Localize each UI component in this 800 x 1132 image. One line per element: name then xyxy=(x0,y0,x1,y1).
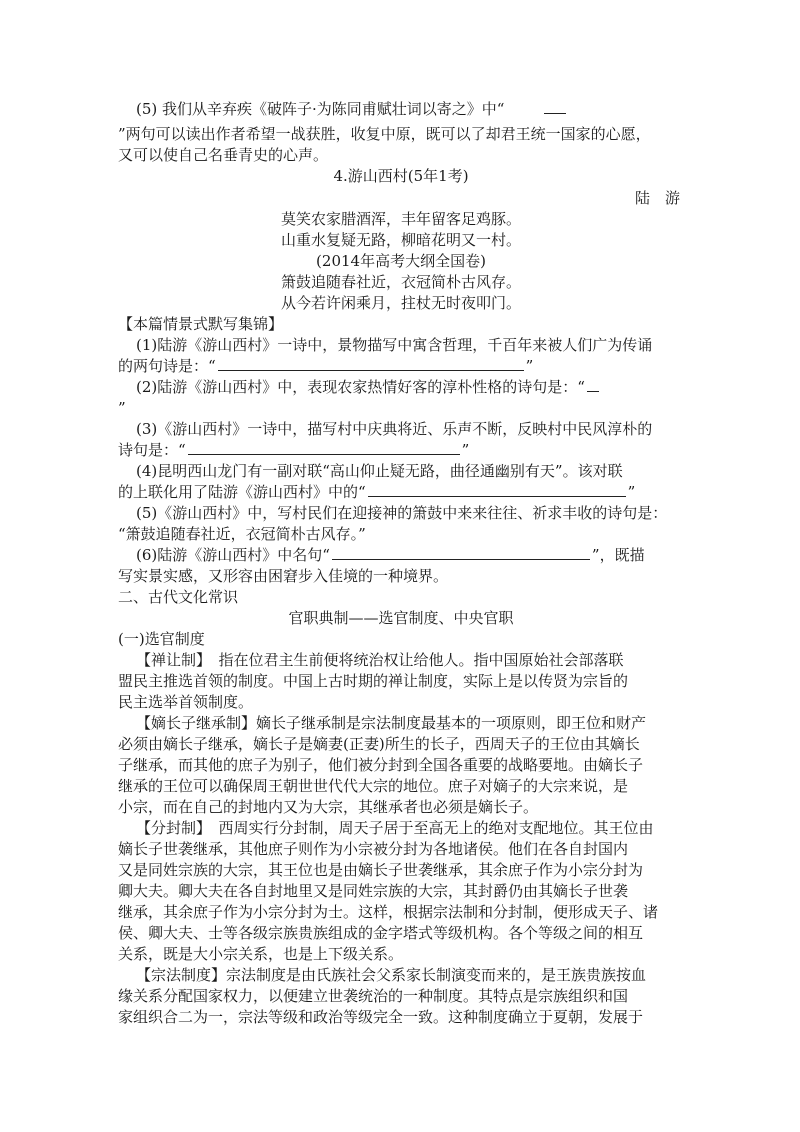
poem-source: (2014年高考大纲全国卷) xyxy=(316,252,486,270)
poem-line-2: 山重水复疑无路，柳暗花明又一村。 xyxy=(280,231,521,249)
exercise-6-line-1 xyxy=(136,545,702,567)
exercise-3-line-2 xyxy=(118,440,684,462)
zongfa-line-2: 缘关系分配国家权力，以便建立世袭统治的一种制度。其特点是宗族组织和国 xyxy=(118,987,629,1005)
shanrang-line-2: 盟民主推选首领的制度。中国上古时期的禅让制度，实际上是以传贤为宗旨的 xyxy=(118,672,629,690)
poem-line-1: 莫笑农家腊酒浑，丰年留客足鸡豚。 xyxy=(280,210,521,228)
exercise-2-line-1 xyxy=(136,377,702,399)
fenfeng-line-5: 继承，其余庶子作为小宗分封为士。这样，根据宗法制和分封制，便形成天子、诸 xyxy=(118,903,659,921)
exercise-4-prompt: 的上联化用了陆游《游山西村》中的“ xyxy=(118,483,366,501)
dizhangzi-line-3: 子继承，而其他的庶子为别子，他们被分封到全国各重要的战略要地。由嫡长子 xyxy=(118,756,644,774)
answer-blank[interactable] xyxy=(188,440,460,455)
dizhangzi-line-5: 小宗，而在自己的封地内又为大宗，其继承者也必须是嫡长子。 xyxy=(118,798,539,816)
culture-title: 官职典制——选官制度、中央官职 xyxy=(288,609,514,627)
q5-text-1: (5) 我们从辛弃疾《破阵子·为陈同甫赋壮词以寄之》中“ xyxy=(136,100,505,118)
fenfeng-line-7: 关系，既是大小宗关系，也是上下级关系。 xyxy=(118,945,404,963)
answer-blank[interactable] xyxy=(544,99,566,114)
shanrang-line-3: 民主选举首领制度。 xyxy=(118,693,254,711)
dizhangzi-line-1: 【嫡长子继承制】嫡长子继承制是宗法制度最基本的一项原则，即王位和财产 xyxy=(136,714,647,732)
q5-line-3: 又可以使自己名垂青史的心声。 xyxy=(118,146,329,164)
exercise-3-line-1: (3)《游山西村》一诗中，描写村中庆典将近、乐声不断，反映村中民风淳朴的 xyxy=(136,420,653,438)
answer-blank[interactable] xyxy=(218,356,524,371)
answer-blank[interactable] xyxy=(332,545,590,560)
close-quote: ” xyxy=(627,483,636,501)
exercise-2-line-2: ” xyxy=(118,399,126,417)
fenfeng-line-4: 卿大夫。卿大夫在各自封地里又是同姓宗族的大宗，其封爵仍由其嫡长子世袭 xyxy=(118,882,629,900)
fenfeng-line-6: 侯、卿大夫、士等各级宗族贵族组成的金字塔式等级机构。各个等级之间的相互 xyxy=(118,924,644,942)
part-2-heading: 二、古代文化常识 xyxy=(118,588,239,606)
fenfeng-line-3: 又是同姓宗族的大宗，其王位也是由嫡长子世袭继承，其余庶子作为小宗分封为 xyxy=(118,861,644,879)
exercise-6-prompt: (6)陆游《游山西村》中名句“ xyxy=(136,546,330,564)
fenfeng-line-1: 【分封制】 西周实行分封制，周天子居于至高无上的绝对支配地位。其王位由 xyxy=(136,819,654,837)
zongfa-line-3: 家组织合二为一，宗法等级和政治等级完全一致。这种制度确立于夏朝，发展于 xyxy=(118,1008,644,1026)
zongfa-line-1: 【宗法制度】宗法制度是由氏族社会父系家长制演变而来的，是王族贵族按血 xyxy=(136,966,647,984)
poem-heading: 4.游山西村(5年1考) xyxy=(333,167,469,185)
exercise-6-line-2: 写实景实感，又形容由困窘步入佳境的一种境界。 xyxy=(118,567,449,585)
section-heading: 【本篇情景式默写集锦】 xyxy=(118,315,284,333)
dizhangzi-line-2: 必须由嫡长子继承，嫡长子是嫡妻(正妻)所生的长子，西周天子的王位由其嫡长 xyxy=(118,735,640,753)
exercise-1-prompt: 的两句诗是：“ xyxy=(118,357,216,375)
fenfeng-line-2: 嫡长子世袭继承，其他庶子则作为小宗被分封为各地诸侯。他们在各自封国内 xyxy=(118,840,629,858)
q5-line-2: ”两句可以读出作者希望一战获胜，收复中原，既可以了却君王统一国家的心愿， xyxy=(118,125,651,143)
exercise-5-line-2: “箫鼓追随春社近，衣冠简朴古风存。” xyxy=(118,525,366,543)
exercise-4-line-1: (4)昆明西山龙门有一副对联“高山仰止疑无路，曲径通幽别有天”。该对联 xyxy=(136,462,623,480)
subsection-1-heading: (一)选官制度 xyxy=(118,630,205,648)
exercise-1-line-2 xyxy=(118,356,684,378)
exercise-6-suffix: ”，既描 xyxy=(591,546,645,564)
close-quote: ” xyxy=(525,357,534,375)
answer-blank[interactable] xyxy=(368,482,626,497)
exercise-5-line-1: (5)《游山西村》中，写村民们在迎接神的箫鼓中来来往往、祈求丰收的诗句是： xyxy=(136,504,668,522)
answer-blank[interactable] xyxy=(587,377,599,392)
exercise-1-line-1: (1)陆游《游山西村》一诗中，景物描写中寓含哲理，千百年来被人们广为传诵 xyxy=(136,336,653,354)
close-quote: ” xyxy=(461,441,470,459)
poem-line-3: 箫鼓追随春社近，衣冠简朴古风存。 xyxy=(280,273,521,291)
q5-line-1 xyxy=(136,99,702,121)
exercise-3-prompt: 诗句是：“ xyxy=(118,441,186,459)
poem-author: 陆 游 xyxy=(634,189,680,207)
exercise-4-line-2 xyxy=(118,482,684,504)
exercise-2-prompt: (2)陆游《游山西村》中，表现农家热情好客的淳朴性格的诗句是：“ xyxy=(136,378,585,396)
shanrang-line-1: 【禅让制】 指在位君主生前便将统治权让给他人。指中国原始社会部落联 xyxy=(136,651,624,669)
dizhangzi-line-4: 继承的王位可以确保周王朝世世代代大宗的地位。庶子对嫡子的大宗来说，是 xyxy=(118,777,629,795)
poem-line-4: 从今若许闲乘月，拄杖无时夜叩门。 xyxy=(280,294,521,312)
